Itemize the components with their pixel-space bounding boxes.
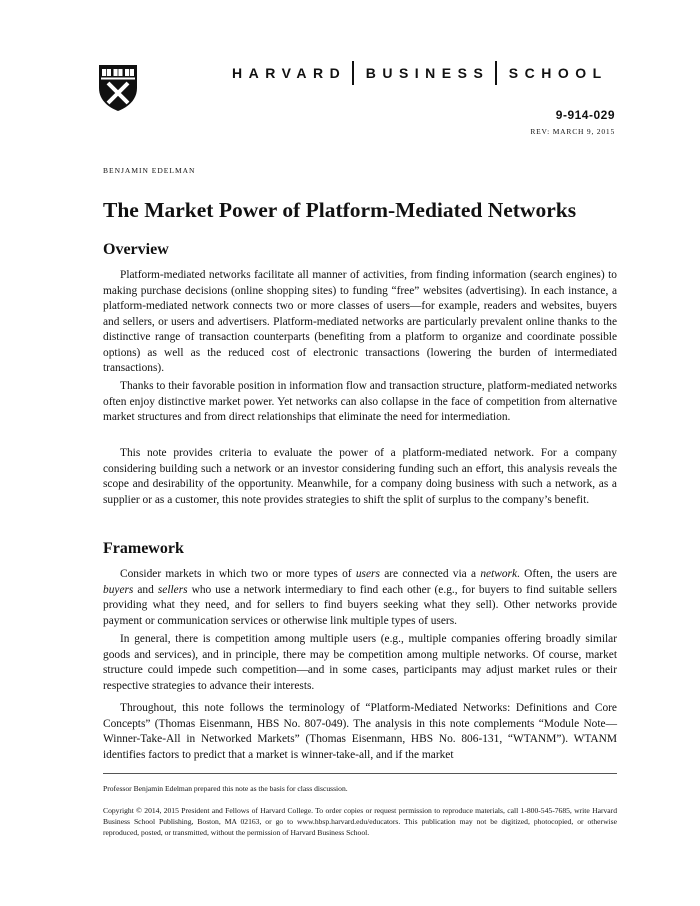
masthead-separator: [352, 61, 354, 85]
paragraph: Platform-mediated networks facilitate all manner of activities, from finding information (search engines) to making purchase decisions (online shopping sites) to funding “free” websites (advertising). In each instance, a platform-mediated network connects two or more classes of users—for example, readers and websites, buyers and sellers, or users and advertisers. Platform-mediated networks are particularly prevalent online thanks to the distinctive range of transaction counterparts (benefiting from a platform to organize and coordinate possible options) as well as the reduced cost of electronic transactions (lowering the burden of intermediated transactions).: [103, 269, 617, 374]
paragraph: Consider markets in which two or more types of users are connected via a network. Often, the users are buyers and sellers who use a network intermediary to find each other (e.g., for buyers to find suitable sellers providing what they need, and for sellers to find buyers seeking what they sell). Other networks provide payment or communication services or otherwise link multiple types of users.: [103, 568, 617, 627]
copyright-notice: Copyright © 2014, 2015 President and Fellows of Harvard College. To order copies or request permission to reproduce materials, call 1-800-545-7685, write Harvard Business School Publishing, Boston, MA 02163, or go to www.hbsp.harvard.edu/educators. This publication may not be digitized, photocopied, or otherwise reproduced, posted, or transmitted, without the permission of Harvard Business School.: [103, 806, 617, 837]
paragraph: Throughout, this note follows the terminology of “Platform-Mediated Networks: Definitions and Core Concepts” (Thomas Eisenmann, HBS No. 807-049). The analysis in this note complements “Module Note—Winner-Take-All in Networked Markets” (Thomas Eisenmann, HBS No. 806-131, “WTANM”). WTANM identifies factors to predict that a market is winner-take-all, and if the market: [103, 702, 617, 761]
masthead-word-harvard: HARVARD: [232, 65, 347, 81]
paragraph: This note provides criteria to evaluate the power of a platform-mediated network. For a company considering building such a network or an investor considering funding such an effort, this analysis reveals the scope and desirability of the opportunity. Meanwhile, for a company doing business with such a network, as a supplier or as a customer, this note provides strategies to shift the split of surplus to the company’s benefit.: [103, 447, 617, 506]
harvard-business-school-masthead: [232, 60, 608, 86]
masthead-word-school: SCHOOL: [508, 65, 608, 81]
harvard-shield-icon: [98, 64, 138, 112]
section-heading-framework: Framework: [103, 540, 184, 557]
author-name: BENJAMIN EDELMAN: [103, 166, 196, 175]
masthead-word-business: BUSINESS: [365, 65, 490, 81]
document-number: 9-914-029: [555, 108, 615, 122]
paragraph: Thanks to their favorable position in information flow and transaction structure, platform-mediated networks often enjoy distinctive market power. Yet networks can also collapse in the face of competition from alternative market structures and from direct relationships that eliminate the need for intermediation.: [103, 380, 617, 423]
revision-date: REV: MARCH 9, 2015: [530, 127, 615, 136]
masthead-separator: [495, 61, 497, 85]
section-heading-overview: Overview: [103, 241, 169, 258]
paragraph: In general, there is competition among multiple users (e.g., multiple companies offering broadly similar goods and services), and in principle, there may be competition among multiple networks. Of course, market structure could impede such competition—and in some cases, participants may adjust market rules or their respective strategies to advance their interests.: [103, 633, 617, 692]
footnote-divider: [103, 773, 617, 774]
author-footnote: Professor Benjamin Edelman prepared this note as the basis for class discussion.: [103, 784, 348, 793]
document-title: The Market Power of Platform-Mediated Networks: [103, 198, 577, 222]
